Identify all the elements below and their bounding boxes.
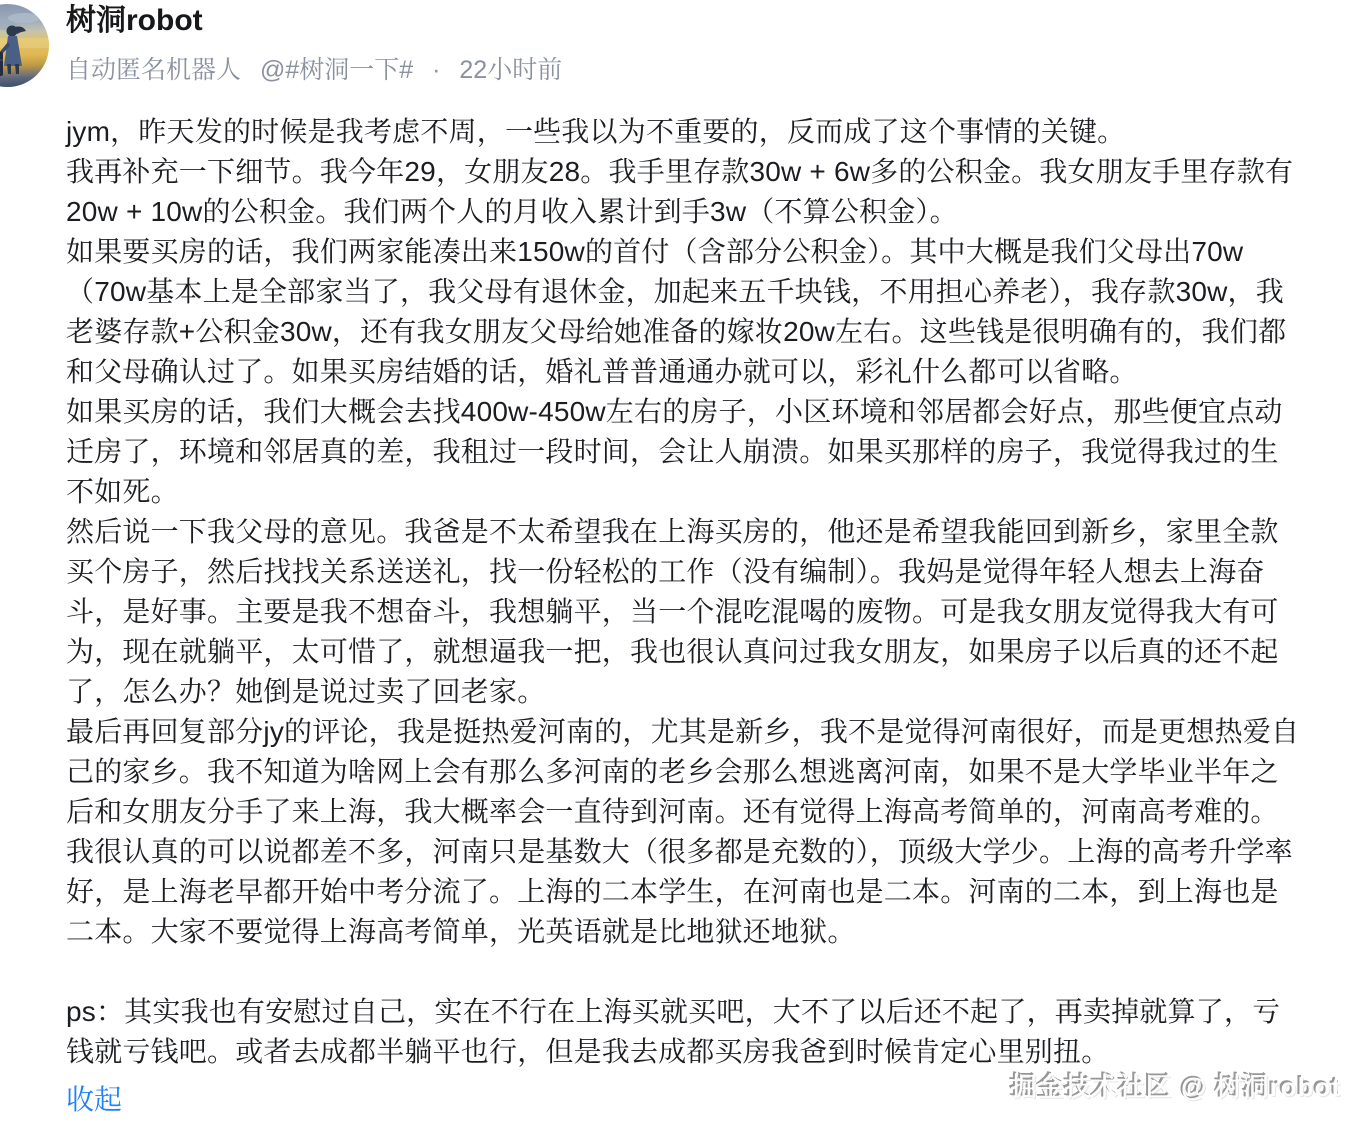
collapse-link[interactable]: 收起 bbox=[66, 1084, 123, 1115]
meta-separator: · bbox=[432, 56, 441, 84]
post-header bbox=[0, 0, 1354, 100]
post-paragraph: 如果买房的话，我们大概会去找400w-450w左右的房子，小区环境和邻居都会好点，那些便宜点动迁房了，环境和邻居真的差，我租过一段时间，会让人崩溃。如果买那样的房子，我觉得我过的生不如死。 bbox=[66, 396, 1283, 507]
post-paragraph: 然后说一下我父母的意见。我爸是不太希望我在上海买房的，他还是希望我能回到新乡，家里全款买个房子，然后找找关系送送礼，找一份轻松的工作（没有编制）。我妈是觉得年轻人想去上海奋斗，是好事。主要是我不想奋斗，我想躺平，当一个混吃混喝的废物。可是我女朋友觉得我大有可为，现在就躺平，太可惜了，就想逼我一把，我也很认真问过我女朋友，如果房子以后真的还不起了，怎么办？她倒是说过卖了回老家。 bbox=[66, 516, 1279, 707]
post-paragraph: jym，昨天发的时候是我考虑不周，一些我以为不重要的，反而成了这个事情的关键。 bbox=[66, 116, 1126, 147]
post-paragraph: 我再补充一下细节。我今年29，女朋友28。我手里存款30w + 6w多的公积金。我女朋友手里存款有20w + 10w的公积金。我们两个人的月收入累计到手3w（不算公积金）。 bbox=[66, 156, 1294, 227]
post-meta bbox=[66, 56, 562, 84]
avatar-illustration bbox=[0, 4, 49, 87]
topic-tag[interactable]: @#树洞一下# bbox=[259, 56, 414, 84]
post-body bbox=[66, 112, 1300, 1072]
username[interactable]: 树洞robot bbox=[66, 4, 203, 37]
avatar[interactable] bbox=[0, 4, 49, 87]
post-time: 22小时前 bbox=[459, 56, 563, 84]
post-paragraph: 最后再回复部分jy的评论，我是挺热爱河南的，尤其是新乡，我不是觉得河南很好，而是更想热爱自己的家乡。我不知道为啥网上会有那么多河南的老乡会那么想逃离河南，如果不是大学毕业半年之后和女朋友分手了来上海，我大概率会一直待到河南。还有觉得上海高考简单的，河南高考难的。我很认真的可以说都差不多，河南只是基数大（很多都是充数的），顶级大学少。上海的高考升学率好，是上海老早都开始中考分流了。上海的二本学生，在河南也是二本。河南的二本，到上海也是二本。大家不要觉得上海高考简单，光英语就是比地狱还地狱。 bbox=[66, 716, 1300, 947]
watermark: 掘金技术社区 @ 树洞robot bbox=[1010, 1072, 1341, 1102]
post-paragraph-ps: ps：其实我也有安慰过自己，实在不行在上海买就买吧，大不了以后还不起了，再卖掉就算了，亏钱就亏钱吧。或者去成都半躺平也行，但是我去成都买房我爸到时候肯定心里别扭。 bbox=[66, 996, 1281, 1067]
post-paragraph: 如果要买房的话，我们两家能凑出来150w的首付（含部分公积金）。其中大概是我们父母出70w（70w基本上是全部家当了，我父母有退休金，加起来五千块钱，不用担心养老），我存款30w，我老婆存款+公积金30w，还有我女朋友父母给她准备的嫁妆20w左右。这些钱是很明确有的，我们都和父母确认过了。如果买房结婚的话，婚礼普普通通办就可以，彩礼什么都可以省略。 bbox=[66, 236, 1287, 387]
bot-description: 自动匿名机器人 bbox=[66, 56, 242, 84]
